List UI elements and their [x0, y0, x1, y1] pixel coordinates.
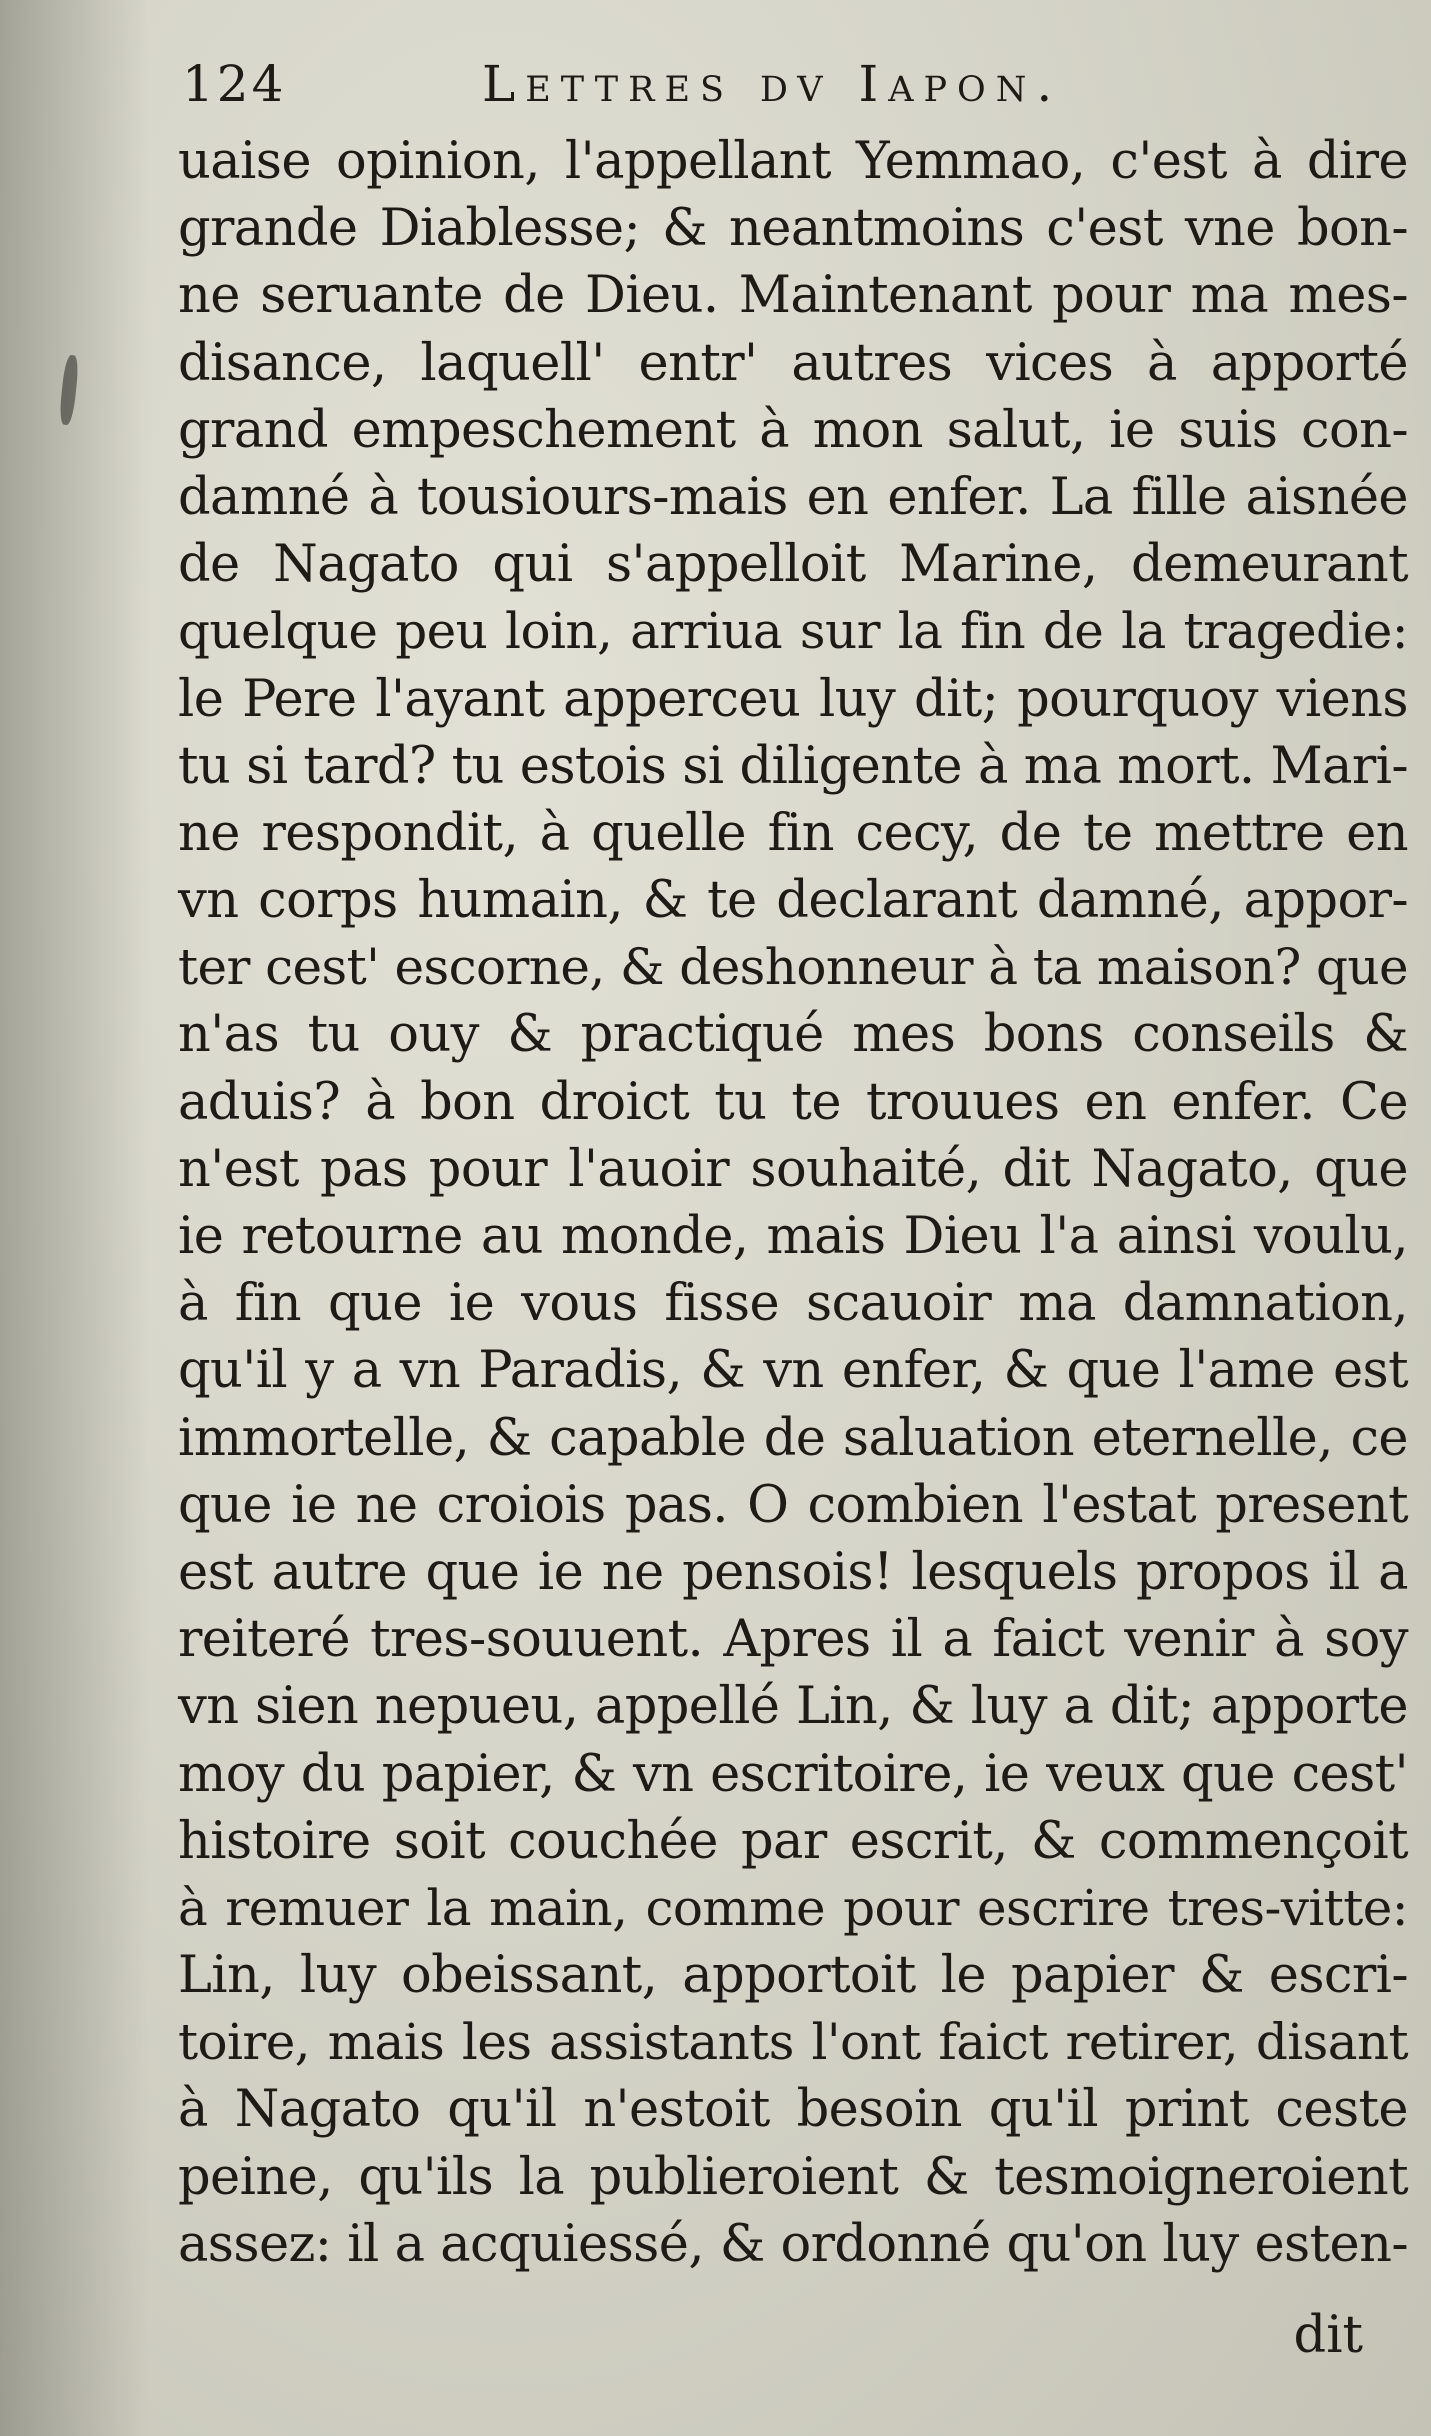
page-header [182, 55, 1382, 125]
text-line: moy du papier, & vn escritoire, ie veux que cest' [178, 1744, 1408, 1804]
text-line: ter cest' escorne, & deshonneur à ta maison? que [178, 938, 1408, 997]
text-line: vn corps humain, & te declarant damné, appor- [178, 871, 1408, 931]
text-line: n'as tu ouy & practiqué mes bons conseils & [178, 1005, 1408, 1065]
text-line: assez: il a acquiessé, & ordonné qu'on luy esten- [178, 2214, 1408, 2274]
text-line: ne seruante de Dieu. Maintenant pour ma mes- [178, 266, 1408, 326]
text-line: aduis? à bon droict tu te trouues en enfer. Ce [178, 1072, 1408, 1132]
text-line: que ie ne croiois pas. O combien l'estat present [178, 1475, 1408, 1535]
text-line: histoire soit couchée par escrit, & commençoit [178, 1811, 1408, 1871]
catchword: dit [1293, 2306, 1363, 2365]
text-line: peine, qu'ils la publieroient & tesmoigneroient [178, 2147, 1408, 2207]
text-line: n'est pas pour l'auoir souhaité, dit Nagato, que [178, 1139, 1408, 1199]
text-line: à Nagato qu'il n'estoit besoin qu'il print ceste [178, 2080, 1408, 2140]
running-title: Lettres dv Iapon. [482, 55, 1063, 113]
text-line: à fin que ie vous fisse scauoir ma damnation, [178, 1274, 1408, 1334]
text-line: de Nagato qui s'appelloit Marine, demeurant [178, 535, 1408, 595]
text-line: Lin, luy obeissant, apportoit le papier & escri- [178, 1946, 1408, 2006]
text-line: damné à tousiours-mais en enfer. La fille aisnée [178, 467, 1408, 527]
text-line: disance, laquell' entr' autres vices à apporté [178, 333, 1408, 393]
text-line: est autre que ie ne pensois! lesquels propos il a [178, 1542, 1408, 1602]
text-line: toire, mais les assistants l'ont faict retirer, disant [178, 2013, 1408, 2072]
text-line: qu'il y a vn Paradis, & vn enfer, & que l'ame est [178, 1341, 1408, 1401]
text-line: immortelle, & capable de saluation eternelle, ce [178, 1408, 1408, 1468]
page-number: 124 [182, 55, 287, 113]
body-text [178, 128, 1408, 2278]
text-line: vn sien nepueu, appellé Lin, & luy a dit; apporte [178, 1677, 1408, 1737]
text-line: reiteré tres-souuent. Apres il a faict venir à soy [178, 1610, 1408, 1670]
text-line: ie retourne au monde, mais Dieu l'a ainsi voulu, [178, 1207, 1408, 1266]
text-line: uaise opinion, l'appellant Yemmao, c'est à dire [178, 132, 1408, 191]
text-line: tu si tard? tu estois si diligente à ma mort. Mari- [178, 736, 1408, 796]
text-line: grande Diablesse; & neantmoins c'est vne bon- [178, 199, 1408, 259]
text-line: grand empeschement à mon salut, ie suis con- [178, 400, 1408, 460]
text-line: à remuer la main, comme pour escrire tres-vitte: [178, 1878, 1408, 1937]
text-line: quelque peu loin, arriua sur la fin de la tragedie: [178, 602, 1408, 661]
text-line: le Pere l'ayant apperceu luy dit; pourquoy viens [178, 669, 1408, 729]
text-line: ne respondit, à quelle fin cecy, de te mettre en [178, 803, 1408, 863]
